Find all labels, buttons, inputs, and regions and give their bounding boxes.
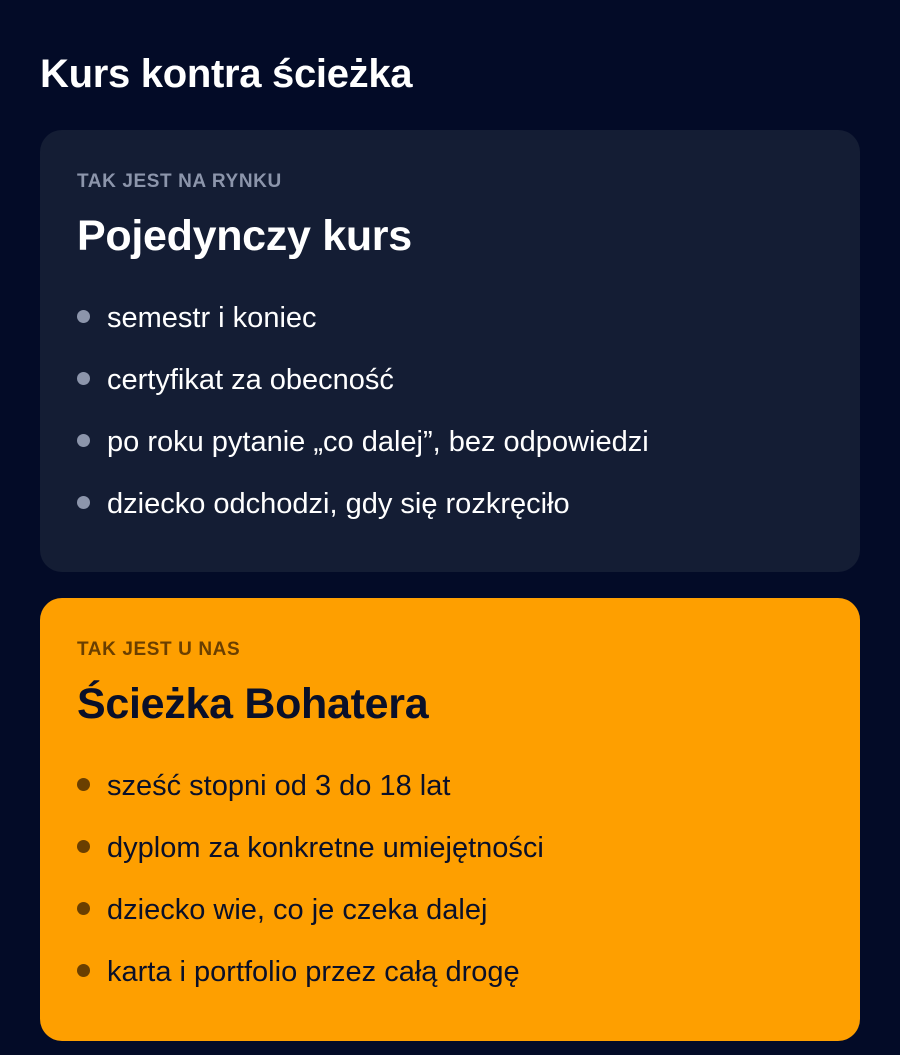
market-card-title: Pojedynczy kurs: [77, 212, 412, 260]
bullet-dot-icon: [77, 372, 90, 385]
list-item-text: dziecko odchodzi, gdy się rozkręciło: [107, 488, 570, 520]
list-item-text: semestr i koniec: [107, 302, 317, 334]
list-item: [77, 411, 649, 473]
market-card-eyebrow: TAK JEST NA RYNKU: [77, 171, 282, 192]
list-item-text: karta i portfolio przez całą drogę: [107, 956, 520, 988]
list-item-text: sześć stopni od 3 do 18 lat: [107, 770, 451, 802]
our-card-eyebrow: TAK JEST U NAS: [77, 639, 241, 660]
list-item: [77, 349, 649, 411]
bullet-dot-icon: [77, 496, 90, 509]
list-item: [77, 941, 544, 1003]
our-card-list: [77, 758, 544, 1003]
bullet-dot-icon: [77, 434, 90, 447]
market-card-list: [77, 290, 649, 535]
list-item: [77, 287, 649, 349]
list-item: [77, 817, 544, 879]
list-item: [77, 879, 544, 941]
list-item-text: dziecko wie, co je czeka dalej: [107, 894, 488, 926]
list-item-text: certyfikat za obecność: [107, 364, 394, 396]
list-item: [77, 755, 544, 817]
our-path-card: [40, 598, 860, 1041]
market-comparison-card: [40, 130, 860, 572]
bullet-dot-icon: [77, 778, 90, 791]
page-title: Kurs kontra ścieżka: [40, 52, 413, 96]
list-item-text: po roku pytanie „co dalej”, bez odpowiedzi: [107, 426, 649, 458]
bullet-dot-icon: [77, 310, 90, 323]
bullet-dot-icon: [77, 902, 90, 915]
bullet-dot-icon: [77, 840, 90, 853]
bullet-dot-icon: [77, 964, 90, 977]
our-card-title: Ścieżka Bohatera: [77, 680, 429, 728]
list-item: [77, 473, 649, 535]
list-item-text: dyplom za konkretne umiejętności: [107, 832, 544, 864]
